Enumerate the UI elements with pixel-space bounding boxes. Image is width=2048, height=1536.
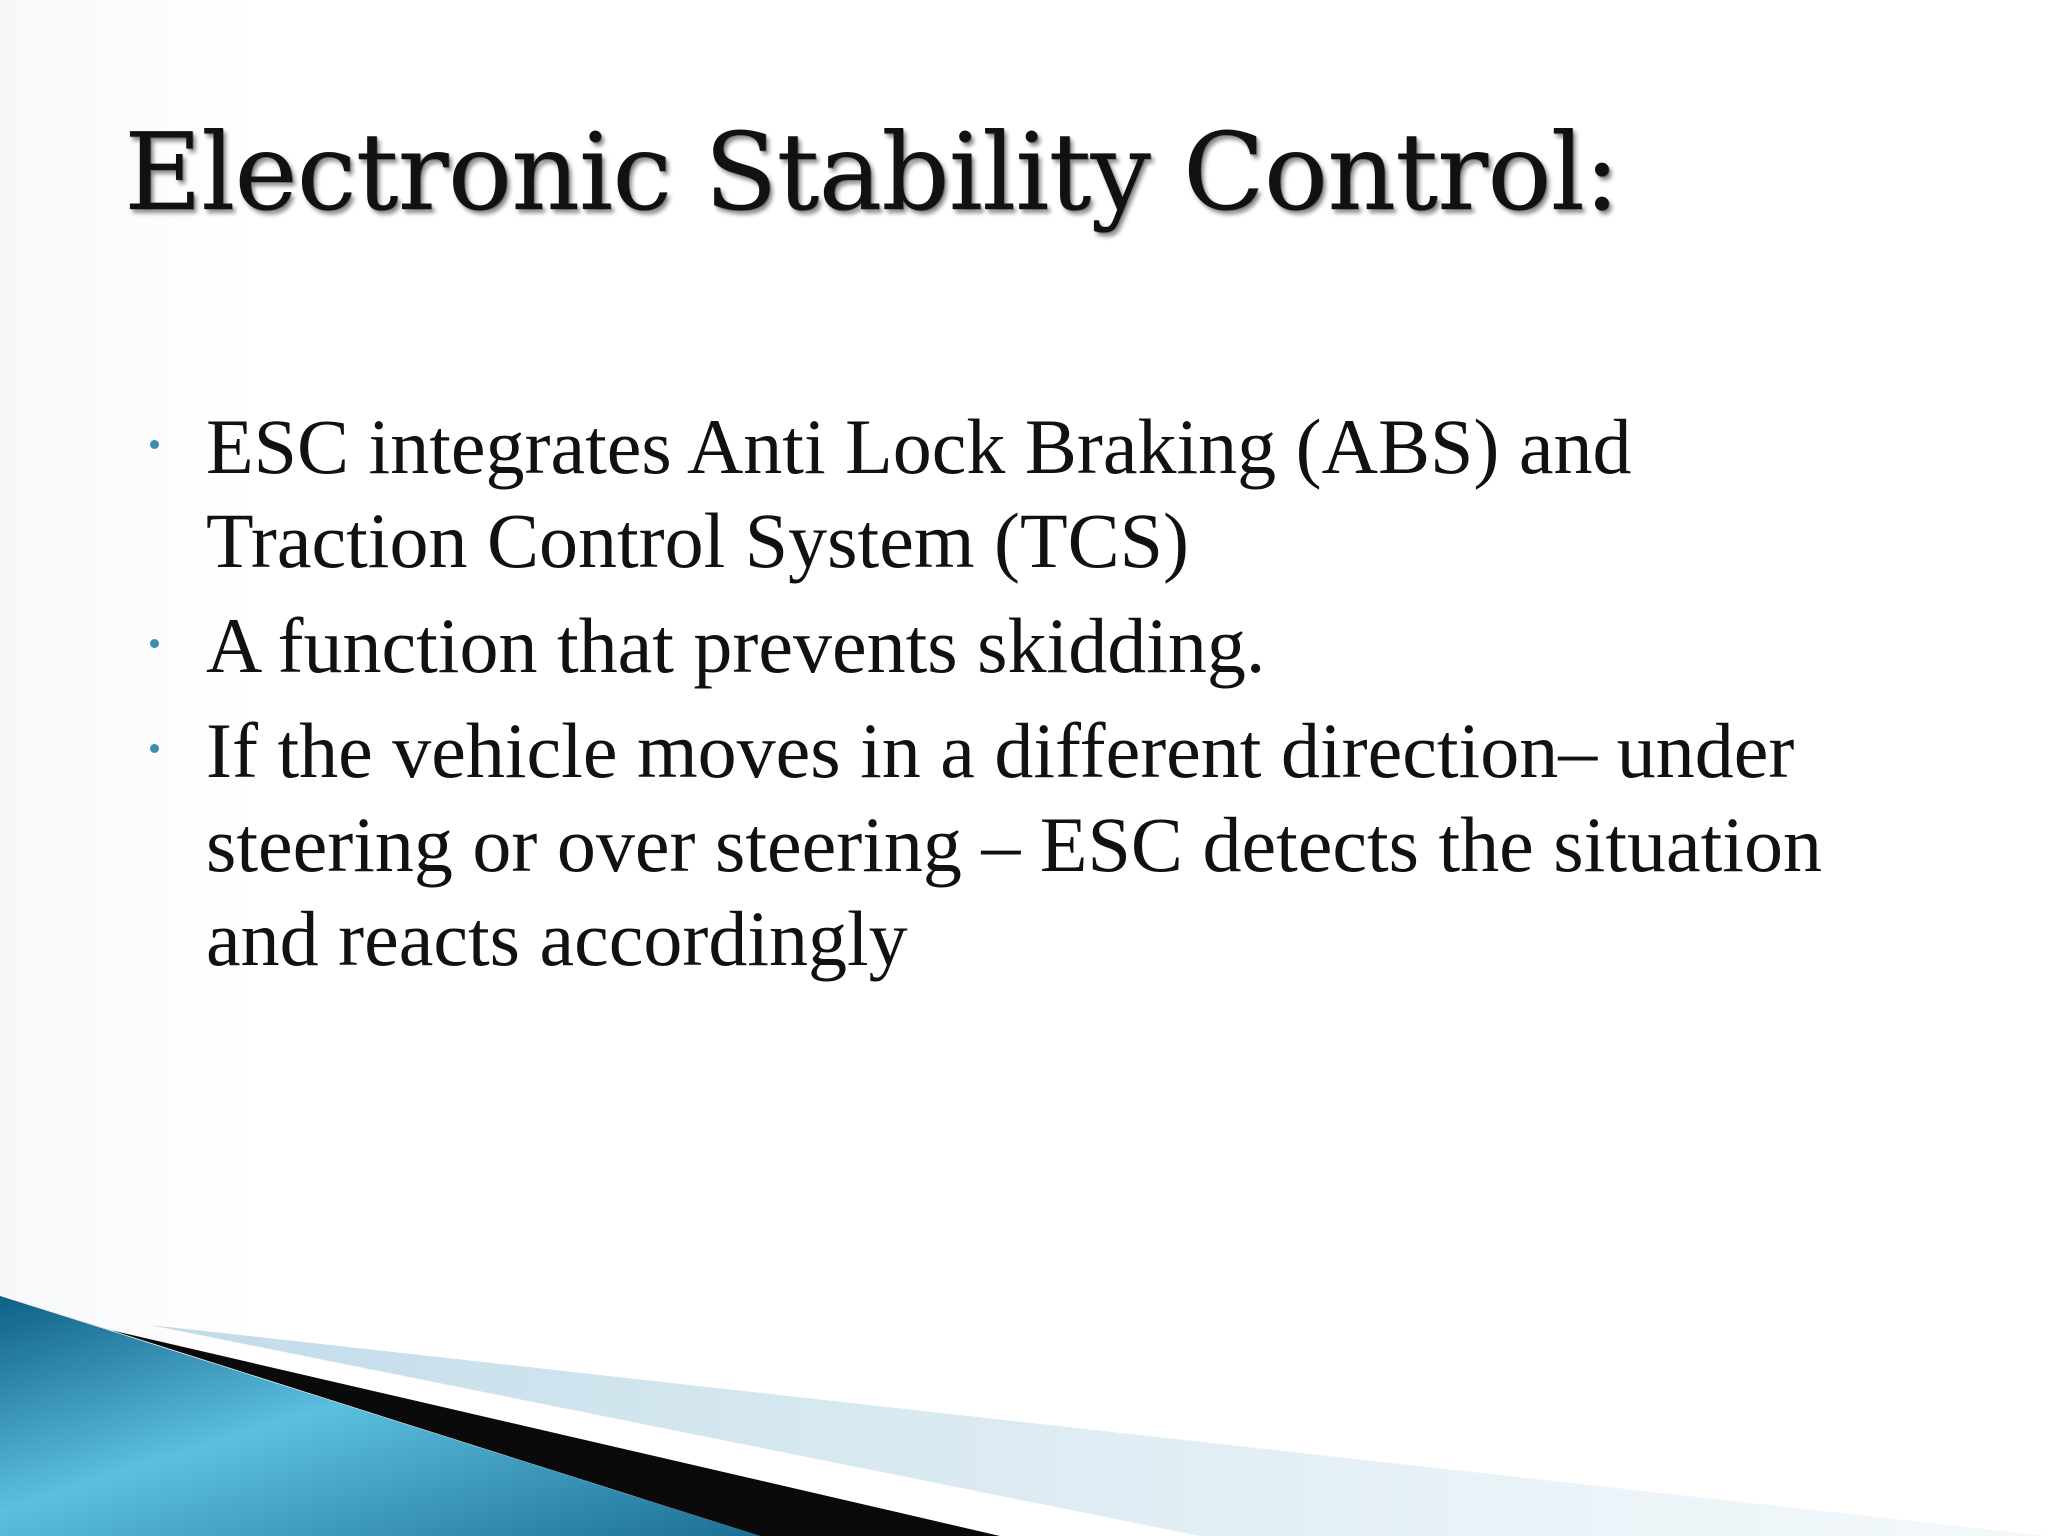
bullet-item xyxy=(150,400,1910,588)
black-swoosh-band xyxy=(0,1295,1000,1536)
bullet-text: If the vehicle moves in a different direction– under steering or over steering – ESC detects the situation and reacts accordingly xyxy=(206,707,1822,982)
bullet-dot-icon xyxy=(150,639,159,648)
bullet-text: A function that prevents skidding. xyxy=(206,602,1266,689)
slide-title: Electronic Stability Control: xyxy=(124,111,1619,235)
bullet-dot-icon xyxy=(150,440,159,449)
bullet-item xyxy=(150,704,1910,986)
bullet-dot-icon xyxy=(150,744,159,753)
blue-swoosh-band xyxy=(0,1296,760,1536)
pale-swoosh-band xyxy=(150,1325,2048,1536)
bullet-text: ESC integrates Anti Lock Braking (ABS) and Traction Control System (TCS) xyxy=(206,403,1632,584)
bullet-list xyxy=(150,400,1910,997)
bullet-item xyxy=(150,599,1910,693)
